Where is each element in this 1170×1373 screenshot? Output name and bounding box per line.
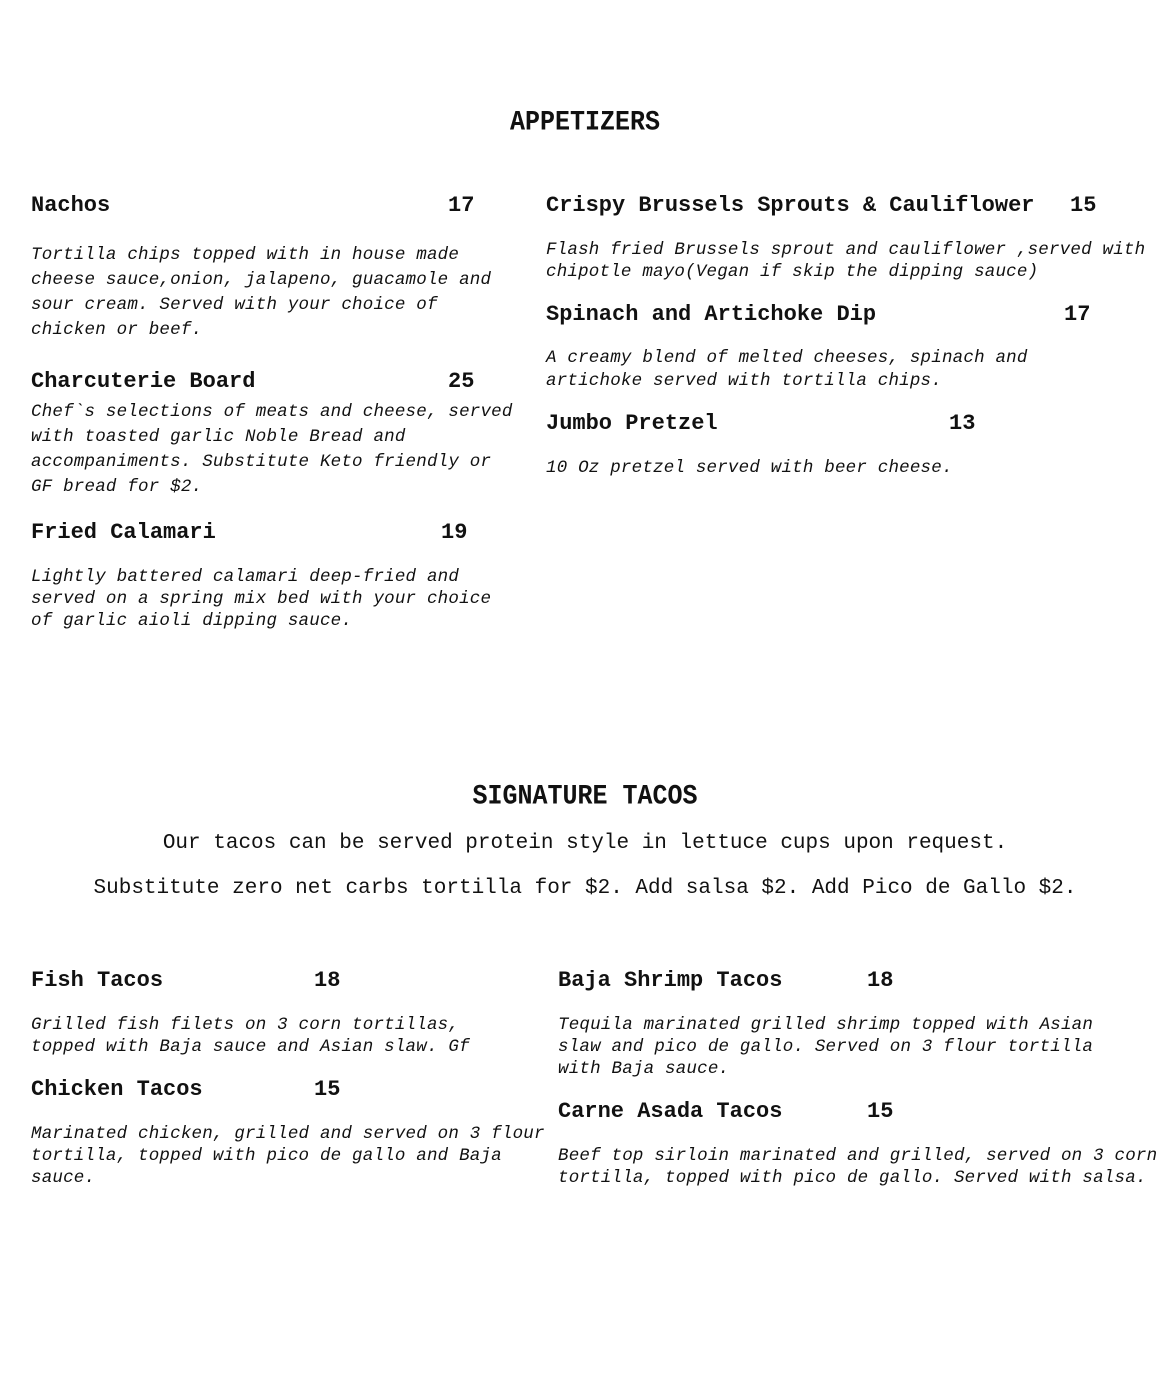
menu-item-name: Crispy Brussels Sprouts & Cauliflower bbox=[546, 193, 1035, 218]
menu-item-description: Tortilla chips topped with in house made cheese sauce,onion, jalapeno, guacamole and sour cream. Served with your choice of chicken or beef. bbox=[31, 245, 492, 340]
menu-item-price: 18 bbox=[314, 968, 341, 993]
menu-item-description: Tequila marinated grilled shrimp topped with Asian slaw and pico de gallo. Served on 3 flour tortilla with Baja sauce. bbox=[558, 1015, 1094, 1079]
menu-item-price: 15 bbox=[1070, 193, 1097, 218]
menu-item-price: 15 bbox=[867, 1099, 894, 1124]
menu-item-description: A creamy blend of melted cheeses, spinach and artichoke served with tortilla chips. bbox=[546, 348, 1028, 391]
menu-item-price: 15 bbox=[314, 1077, 341, 1102]
menu-item-name: Charcuterie Board bbox=[31, 369, 256, 394]
appetizers-heading: APPETIZERS bbox=[509, 106, 661, 139]
menu-item-name: Fried Calamari bbox=[31, 520, 216, 545]
menu-item-price: 13 bbox=[949, 411, 976, 436]
menu-item-description: Flash fried Brussels sprout and cauliflower ,served with chipotle mayo(Vegan if skip the dipping sauce) bbox=[546, 240, 1146, 282]
tacos-substitution-note: Substitute zero net carbs tortilla for $2. Add salsa $2. Add Pico de Gallo $2. bbox=[93, 877, 1077, 900]
menu-item-description: Grilled fish filets on 3 corn tortillas, topped with Baja sauce and Asian slaw. Gf bbox=[31, 1015, 470, 1057]
menu-item-description: Lightly battered calamari deep-fried and served on a spring mix bed with your choice of garlic aioli dipping sauce. bbox=[31, 567, 492, 631]
menu-item-price: 17 bbox=[448, 193, 475, 218]
menu-item-description: Beef top sirloin marinated and grilled, served on 3 corn tortilla, topped with pico de gallo. Served with salsa. bbox=[558, 1146, 1158, 1188]
tacos-note: Our tacos can be served protein style in lettuce cups upon request. bbox=[162, 832, 1008, 855]
menu-item-name: Jumbo Pretzel bbox=[546, 411, 718, 436]
menu-item-name: Fish Tacos bbox=[31, 968, 164, 993]
menu-item-price: 19 bbox=[441, 520, 468, 545]
menu-item-description: Chef`s selections of meats and cheese, served with toasted garlic Noble Bread and accompaniments. Substitute Keto friendly or GF bread for $2. bbox=[31, 402, 513, 497]
menu-item-name: Nachos bbox=[31, 193, 111, 218]
menu-item-price: 17 bbox=[1064, 302, 1091, 327]
menu-item-name: Chicken Tacos bbox=[31, 1077, 203, 1102]
menu-item-name: Carne Asada Tacos bbox=[558, 1099, 783, 1124]
menu-item-price: 25 bbox=[448, 369, 475, 394]
menu-item-price: 18 bbox=[867, 968, 894, 993]
menu-item-description: Marinated chicken, grilled and served on 3 flour tortilla, topped with pico de gallo and Baja sauce. bbox=[31, 1124, 545, 1188]
menu-item-name: Baja Shrimp Tacos bbox=[558, 968, 783, 993]
menu-item-description: 10 Oz pretzel served with beer cheese. bbox=[546, 458, 953, 478]
signature-tacos-heading: SIGNATURE TACOS bbox=[472, 780, 698, 813]
menu-item-name: Spinach and Artichoke Dip bbox=[546, 302, 877, 327]
